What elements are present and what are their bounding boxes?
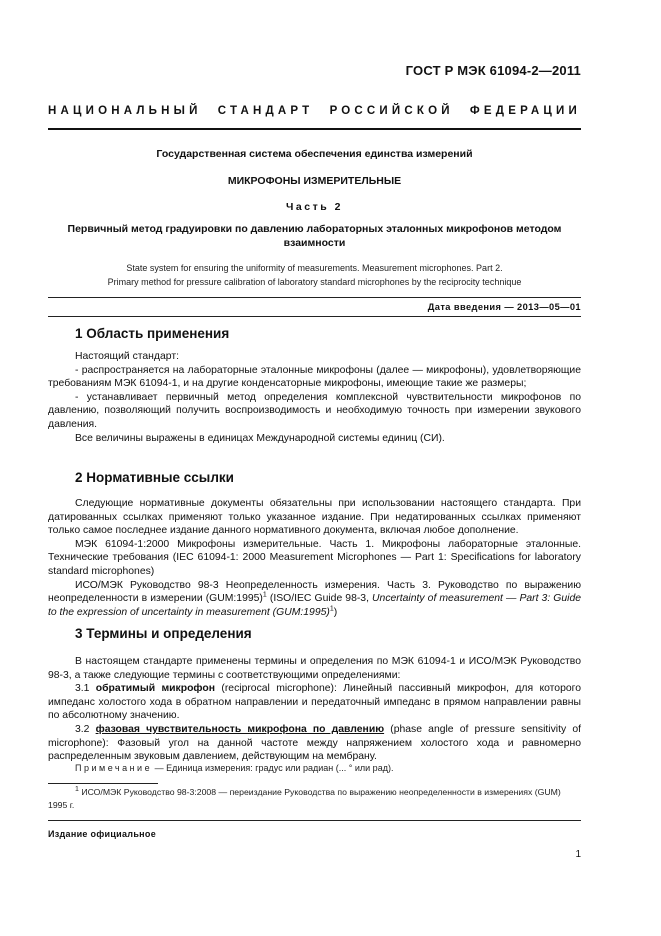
paragraph: Все величины выражены в единицах Международной системы единиц (СИ). <box>75 432 445 444</box>
date-divider-bottom <box>48 316 581 317</box>
banner-word: НАЦИОНАЛЬНЫЙ <box>48 105 202 117</box>
paragraph: Следующие нормативные документы обязательны при использовании настоящего стандарта. При датированных ссылках применяют только указанное издание. При недатированных ссылках применяют только самое последнее издание данного нормативного документа, включая любое дополнение. <box>48 498 581 537</box>
footnote-text: ИСО/МЭК Руководство 98-3:2008 — переиздание Руководства по выражению неопределенности в измерениях (GUM) 1995 г. <box>48 787 561 810</box>
footnote-number: 1 <box>75 786 79 794</box>
banner-word: РОССИЙСКОЙ <box>329 105 454 117</box>
footnote <box>48 786 581 812</box>
english-title-line: Primary method for pressure calibration of laboratory standard microphones by the reciprocity technique <box>107 277 522 287</box>
main-title: МИКРОФОНЫ ИЗМЕРИТЕЛЬНЫЕ <box>227 175 402 187</box>
term-definition <box>48 682 581 723</box>
banner-divider <box>48 128 581 130</box>
term-number: 3.1 <box>75 683 96 695</box>
term-text: (reciprocal microphone): Линейный пассивный микрофон, для которого импеданс холостого хода в обратном направлении и передаточный импеданс в прямом направлении равны по абсолютному значению. <box>48 683 581 722</box>
term-text: (phase angle of pressure sensitivity of microphone): Фазовый угол на данной частоте между напряжением холостого хода и равномерно распределенным звуковым давлением, действующим на мембрану. <box>48 723 581 763</box>
reference-title: Uncertainty of measurement — Part 3: Guide to the expression of uncertainty in measurement (GUM:1995) <box>48 593 582 618</box>
paragraph: В настоящем стандарте применены термины и определения по МЭК 61094-1 и ИСО/МЭК Руководство 98-3, а также следующие термины с соответствующими определениями: <box>48 656 581 681</box>
english-title-line: State system for ensuring the uniformity of measurements. Measurement microphones. Part 2. <box>126 263 503 273</box>
reference-text: ИСО/МЭК Руководство 98-3 Неопределенность измерения. Часть 3. Руководство по выражению неопределенности в измерении (GUM:1995) <box>48 579 581 605</box>
footnote-ref: 1 <box>262 591 267 599</box>
introduction-date: Дата введения — 2013—05—01 <box>427 302 581 312</box>
system-title: Государственная система обеспечения единства измерений <box>156 148 473 160</box>
term-number: 3.2 <box>75 723 96 735</box>
footnote-ref: 1 <box>329 605 334 613</box>
paragraph <box>48 579 581 620</box>
paragraph: МЭК 61094-1:2000 Микрофоны измерительные. Часть 1. Микрофоны лабораторные эталонные. Технические требования (IEC 61094-1: 2000 Measurement Microphones — Part 1: Specifications for laboratory standard microphones) <box>48 538 581 577</box>
note-label: Примечание <box>75 763 153 773</box>
edition-label: Издание официальное <box>48 829 157 839</box>
note <box>75 763 393 773</box>
footnote-divider <box>48 783 158 784</box>
section-1-heading: 1 Область применения <box>75 326 230 341</box>
banner-word: ФЕДЕРАЦИИ <box>469 105 581 117</box>
page-number: 1 <box>575 849 581 860</box>
reference-text: (ISO/IEC Guide 98-3, <box>266 593 373 605</box>
section-3-heading: 3 Термины и определения <box>75 626 252 641</box>
section-2-heading: 2 Нормативные ссылки <box>75 470 234 485</box>
note-text: — Единица измерения: градус или радиан (... ° или рад). <box>152 763 394 773</box>
english-title <box>48 261 581 289</box>
paragraph: Настоящий стандарт: <box>75 351 179 362</box>
footer-divider <box>48 820 581 821</box>
part-title: Часть 2 <box>286 201 343 213</box>
section-1-body <box>48 350 581 445</box>
standard-code: ГОСТ Р МЭК 61094-2—2011 <box>405 63 581 78</box>
paragraph: - устанавливает первичный метод определения комплексной чувствительности микрофонов по давлению, позволяющий получить воспроизводимость и необходимую точность при измерении звукового давления. <box>48 391 581 430</box>
section-2-body <box>48 497 581 619</box>
paragraph: - распространяется на лабораторные эталонные микрофоны (далее — микрофоны), удовлетворяющие требованиям МЭК 61094-1, и на другие конденсаторные микрофоны, имеющие такие же размеры; <box>48 364 581 390</box>
banner-word: СТАНДАРТ <box>217 105 314 117</box>
reference-text: ) <box>333 606 338 618</box>
subtitle: Первичный метод градуировки по давлению лабораторных эталонных микрофонов методом взаимности <box>67 223 562 249</box>
term-name: обратимый микрофон <box>95 683 216 695</box>
term-name: фазовая чувствительность микрофона по давлению <box>95 723 385 735</box>
section-3-body <box>48 655 581 764</box>
national-standard-banner <box>48 105 581 117</box>
term-definition <box>48 723 581 764</box>
date-divider-top <box>48 297 581 298</box>
